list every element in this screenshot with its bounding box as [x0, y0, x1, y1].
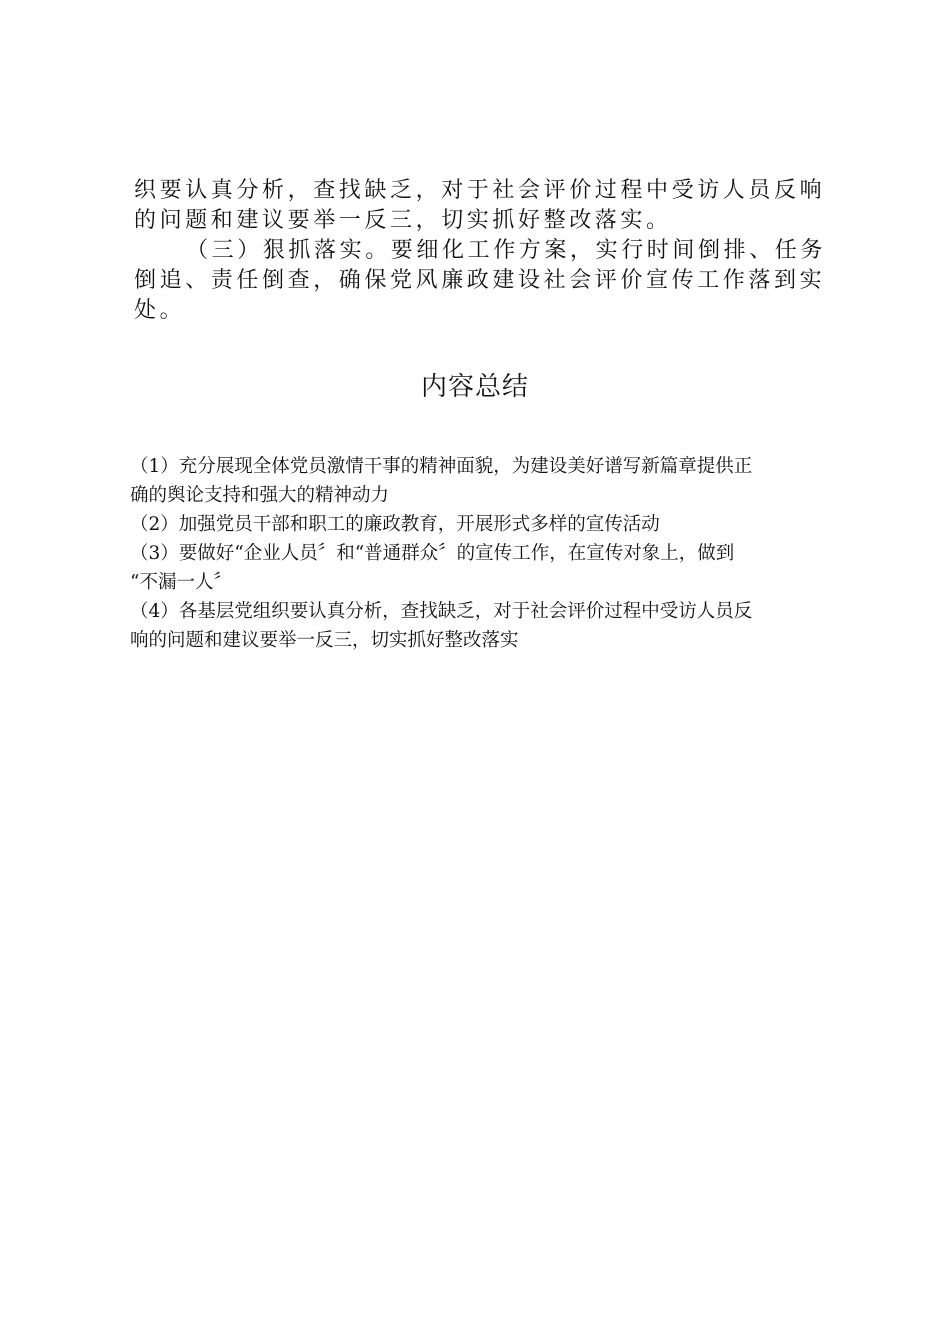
summary-title: 内容总结 [420, 372, 529, 402]
paragraph-line: 处。 [134, 298, 186, 323]
summary-line: （4）各基层党组织要认真分析，查找缺乏，对于社会评价过程中受访人员反 [130, 601, 753, 622]
summary-line: 确的舆论支持和强大的精神动力 [130, 485, 390, 506]
paragraph-line: （三）狠抓落实。要细化工作方案，实行时间倒排、任务 [186, 238, 827, 263]
paragraph-line: 织要认真分析，查找缺乏，对于社会评价过程中受访人员反响 [134, 178, 826, 203]
paragraph-line: 的问题和建议要举一反三，切实抓好整改落实。 [134, 208, 672, 233]
paragraph-line: 倒追、责任倒查，确保党风廉政建设社会评价宣传工作落到实 [134, 268, 826, 293]
summary-line: （3）要做好“企业人员〞和“普通群众〞的宣传工作，在宣传对象上，做到 [130, 543, 735, 564]
point-three-paragraph [134, 236, 827, 326]
continuation-paragraph [134, 176, 824, 236]
summary-line: 响的问题和建议要举一反三，切实抓好整改落实 [130, 630, 519, 651]
summary-list [130, 452, 830, 655]
summary-line: （2）加强党员干部和职工的廉政教育，开展形式多样的宣传活动 [130, 514, 660, 535]
summary-line: “不漏一人〞 [130, 572, 232, 593]
summary-line: （1）充分展现全体党员激情干事的精神面貌，为建设美好谱写新篇章提供正 [130, 456, 753, 477]
